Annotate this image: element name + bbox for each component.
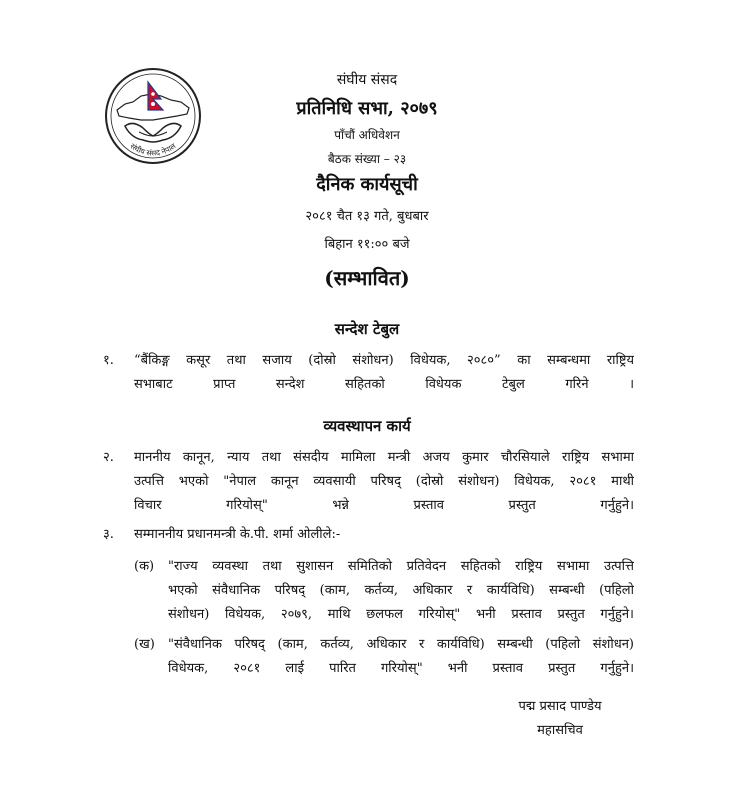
item-line: "राज्य व्यवस्था तथा सुशासन समितिको प्रतिवेदन सहितको राष्ट्रिय सभामा उत्पत्ति — [168, 559, 634, 574]
meeting-time: बिहान ११:०० बजे — [324, 237, 410, 252]
subitem-label: (क) — [134, 559, 155, 574]
section-title: व्यवस्थापन कार्य — [323, 417, 411, 435]
item-number: २. — [103, 450, 114, 465]
item-line: उत्पत्ति भएको "नेपाल कानून व्यवसायी परिषद् (दोस्रो संशोधन) विधेयक, २०८१ माथी — [134, 474, 634, 489]
item-line: सभाबाट प्राप्त सन्देश सहितको विधेयक टेबुल गरिने । — [134, 377, 634, 392]
item-line: संशोधन) विधेयक, २०७९, माथि छलफल गरियोस्" भनी प्रस्ताव प्रस्तुत गर्नुहुने। — [168, 607, 634, 622]
item-number: १. — [103, 353, 114, 368]
session-label: पाँचौं अधिवेशन — [334, 128, 400, 142]
house-title: प्रतिनिधि सभा, २०७९ — [296, 98, 438, 119]
subitem-label: (ख) — [134, 637, 155, 652]
agenda-subitem — [168, 633, 634, 681]
agenda-subitem — [168, 555, 634, 627]
item-line: “बैंकिङ्ग कसूर तथा सजाय (दोस्रो संशोधन) विधेयक, २०८०” का सम्बन्धमा राष्ट्रिय — [134, 353, 634, 368]
item-number: ३. — [103, 527, 114, 542]
agenda-title: दैनिक कार्यसूची — [316, 174, 418, 195]
meeting-number: बैठक संख्या – २३ — [327, 152, 407, 166]
org-name: संघीय संसद — [336, 72, 398, 88]
item-line: भएको संवैधानिक परिषद् (काम, कर्तव्य, अधिकार र कार्यविधि) सम्बन्धी (पहिलो — [168, 583, 634, 598]
item-intro: सम्माननीय प्रधानमन्त्री के.पी. शर्मा ओलीले:- — [134, 527, 341, 542]
item-line: विचार गरियोस्" भन्ने प्रस्ताव प्रस्तुत गर्नुहुने। — [134, 498, 634, 513]
status-label: (सम्भावित) — [324, 266, 410, 290]
emblem-text: संघीय संसद नेपाल — [128, 141, 178, 158]
agenda-item — [134, 349, 634, 397]
meeting-date: २०८१ चैत १३ गते, बुधबार — [305, 209, 429, 224]
signatory-name: पद्म प्रसाद पाण्डेय — [518, 699, 602, 714]
agenda-item — [134, 446, 634, 518]
item-line: विधेयक, २०८१ लाई पारित गरियोस्" भनी प्रस्ताव प्रस्तुत गर्नुहुने। — [168, 661, 634, 676]
item-line: "संवैधानिक परिषद् (काम, कर्तव्य, अधिकार र कार्यविधि) सम्बन्धी (पहिलो संशोधन) — [168, 637, 634, 652]
item-line: माननीय कानून, न्याय तथा संसदीय मामिला मन्त्री अजय कुमार चौरसियाले राष्ट्रिय सभामा — [134, 450, 634, 465]
signatory-title: महासचिव — [537, 723, 583, 738]
section-title: सन्देश टेबुल — [334, 320, 400, 338]
